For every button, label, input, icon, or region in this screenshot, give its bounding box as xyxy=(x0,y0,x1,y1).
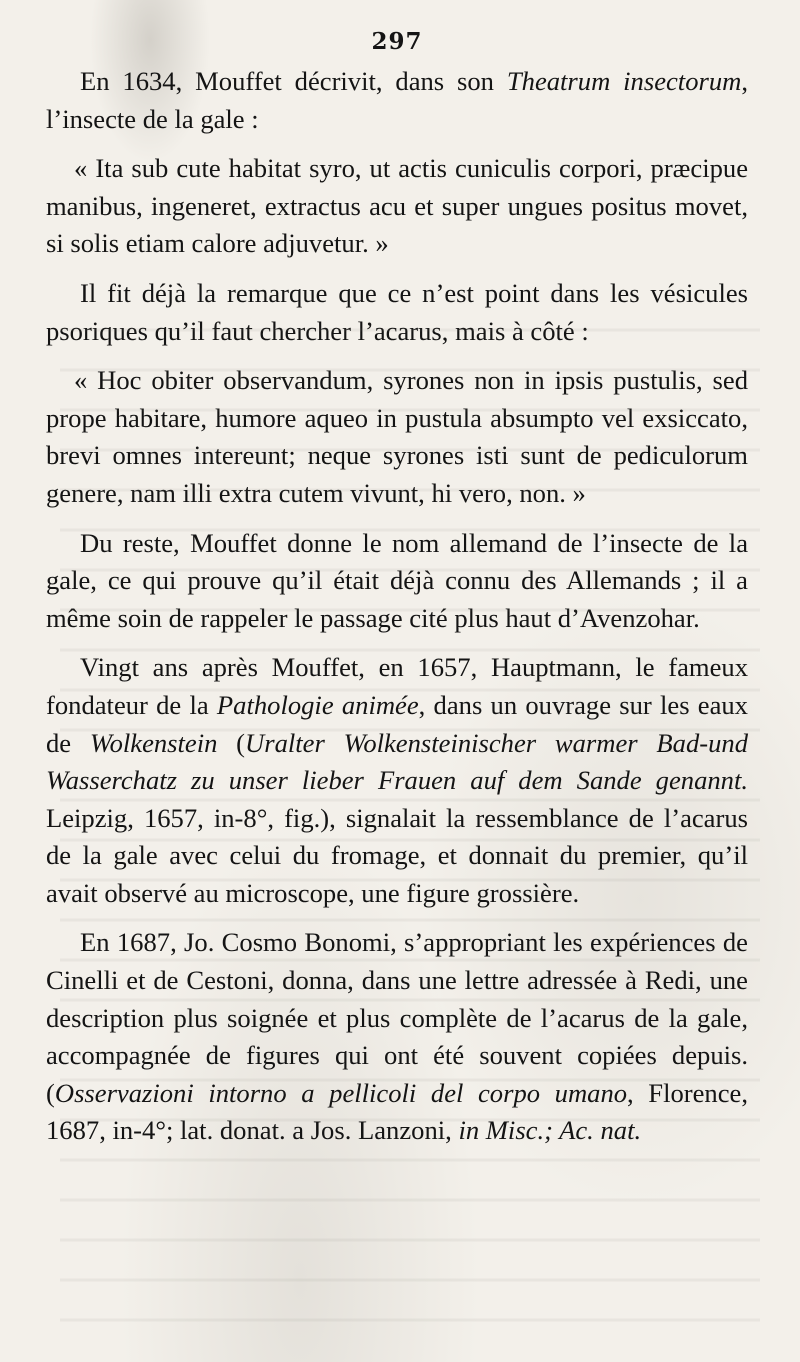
text-run: « Ita sub cute habitat syro, ut actis cuniculis corpori, præcipue manibus, ingeneret, extractus acu et super ungues positus movet, si solis etiam calore adjuvetur. » xyxy=(46,153,748,259)
paragraph xyxy=(46,649,748,912)
text-run: Du reste, Mouffet donne le nom allemand de l’insecte de la gale, ce qui prouve qu’il était déjà connu des Allemands ; il a même soin de rappeler le passage cité plus haut d’Avenzohar. xyxy=(46,527,748,633)
italic-text: Wolkenstein xyxy=(89,727,218,758)
page-number: 297 xyxy=(371,28,423,55)
quoted-paragraph xyxy=(46,362,748,512)
italic-text: Theatrum insectorum xyxy=(506,66,742,96)
text-run: Il fit déjà la remarque que ce n’est point dans les vésicules psoriques qu’il faut chercher l’acarus, mais à côté : xyxy=(46,277,748,346)
paragraph xyxy=(46,63,748,138)
body-text xyxy=(46,63,748,1150)
italic-text: in Misc.; Ac. nat. xyxy=(458,1115,642,1146)
paragraph xyxy=(46,275,748,350)
italic-text: Osservazioni intorno a pellicoli del corpo umano xyxy=(54,1077,628,1108)
text-run: « Hoc obiter observandum, syrones non in ipsis pustulis, sed prope habitare, humore aqueo in pustula absumpto vel exsiccato, brevi omnes intereunt; neque syrones isti sunt de pediculorum genere, nam illi extra cutem vivunt, hi vero, non. » xyxy=(46,365,748,508)
paragraph xyxy=(46,924,748,1150)
paragraph xyxy=(46,525,748,638)
quoted-paragraph xyxy=(46,150,748,263)
text-run: , l’insecte de la gale : xyxy=(46,66,748,134)
text-run: ( xyxy=(217,727,246,758)
text-run: Leipzig, 1657, in-8°, fig.), signalait la ressemblance de l’acarus de la gale avec celui du fromage, et donnait du premier, qu’il avait observé au microscope, une figure grossière. xyxy=(46,802,748,908)
text-run: Vingt ans après Mouffet, en 1657, Hauptmann, le fameux fondateur de la xyxy=(46,652,748,720)
text-run: En 1634, Mouffet décrivit, dans son xyxy=(80,66,507,96)
text-run: , dans un ouvrage sur les eaux de xyxy=(46,689,748,758)
text-run: En 1687, Jo. Cosmo Bonomi, s’appropriant les expériences de Cinelli et de Cestoni, donna, dans une lettre adressée à Redi, une description plus soignée et plus complète de l’acarus de la gale, accompagnée de figures qui ont été souvent copiées depuis. ( xyxy=(46,927,748,1108)
italic-text: Uralter Wolkensteinischer warmer Bad-und Wasserchatz zu unser lieber Frauen auf dem Sande genannt. xyxy=(46,727,748,796)
italic-text: Pathologie animée xyxy=(216,689,419,720)
text-run: , Florence, 1687, in-4°; lat. donat. a Jos. Lanzoni, xyxy=(46,1077,748,1146)
